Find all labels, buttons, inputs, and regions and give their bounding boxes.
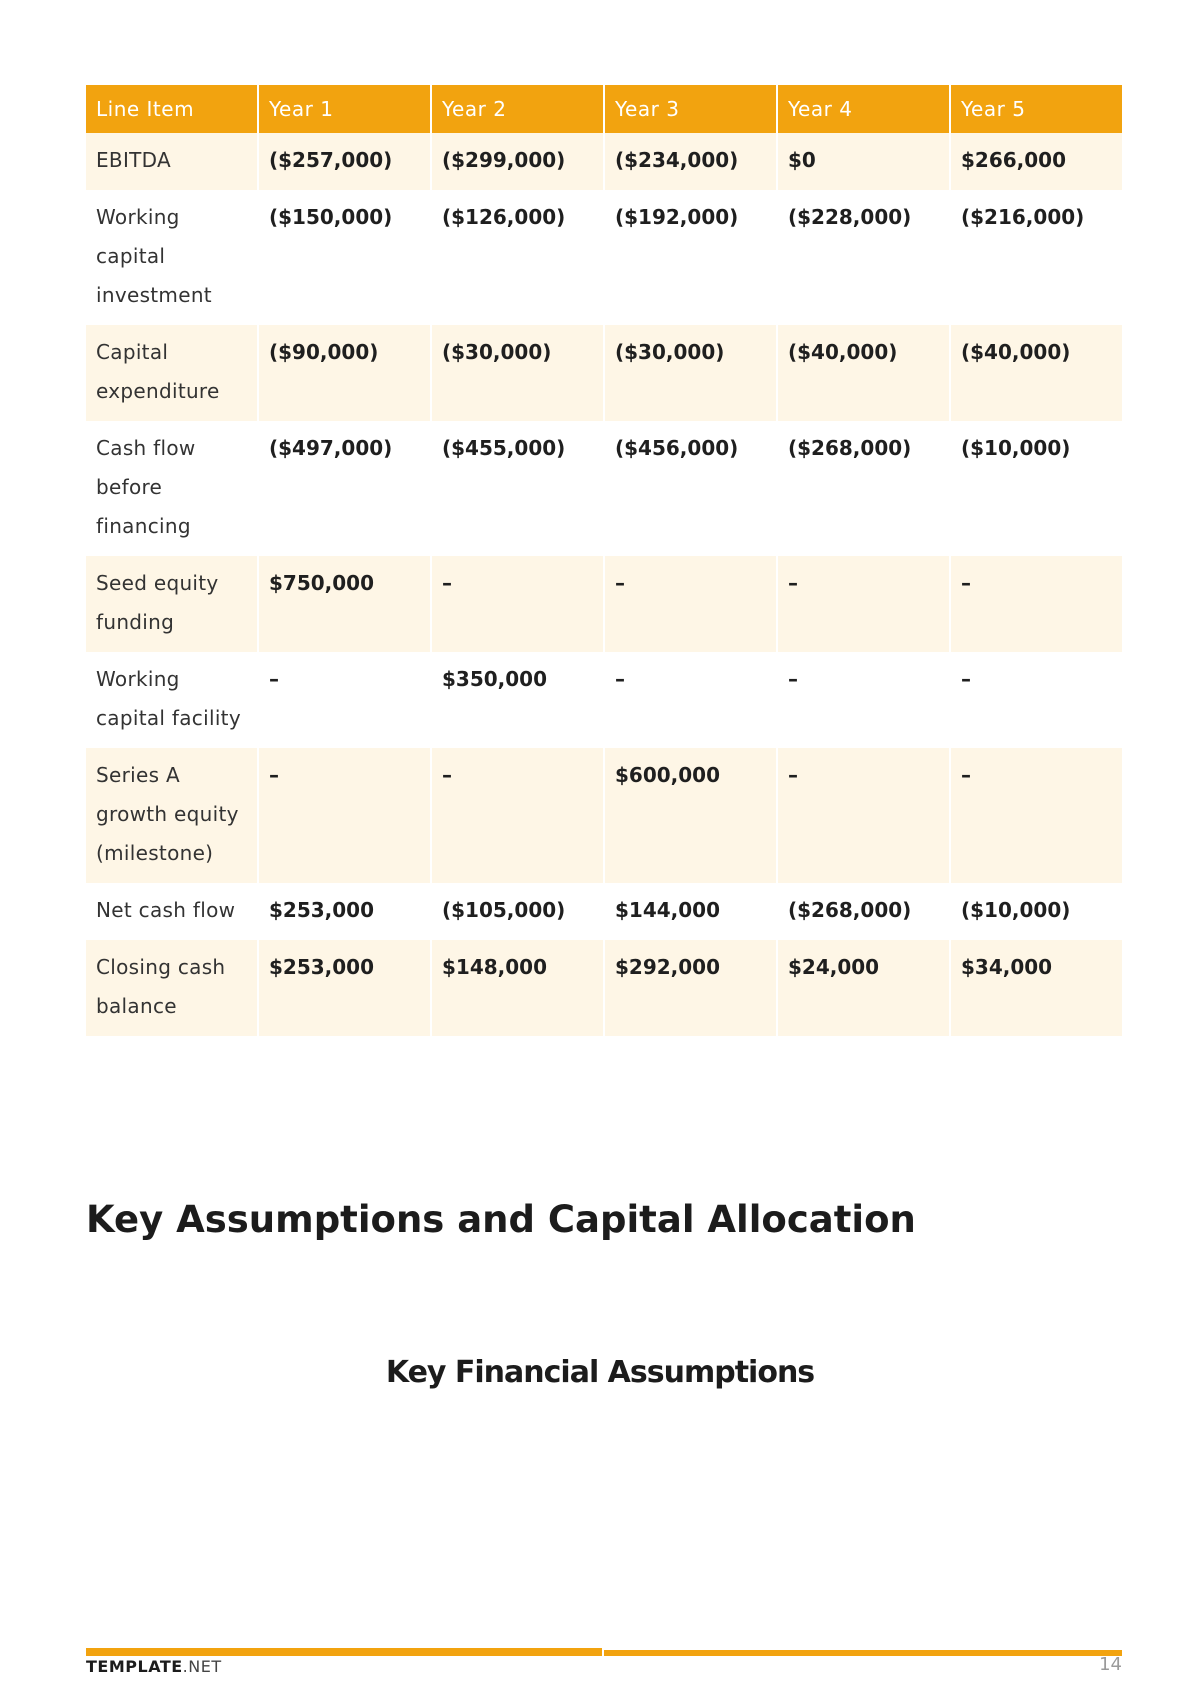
table-row [86,940,1122,1036]
cell-value: $148,000 [432,940,603,1036]
row-label: EBITDA [86,133,257,190]
brand-logo-bold: TEMPLATE [86,1657,183,1676]
header-year-2: Year 2 [432,85,603,133]
cell-value: – [605,556,776,652]
row-label: Closing cash balance [86,940,257,1036]
table-row [86,556,1122,652]
subsection-heading: Key Financial Assumptions [385,1355,815,1390]
footer-accent-bar [604,1650,1122,1656]
cell-value: $24,000 [778,940,949,1036]
cell-value: ($10,000) [951,883,1122,940]
table-row [86,133,1122,190]
brand-logo [86,1657,222,1676]
cell-value: – [605,652,776,748]
cell-value: ($257,000) [259,133,430,190]
cell-value: $350,000 [432,652,603,748]
cell-value: ($126,000) [432,190,603,325]
cell-value: $253,000 [259,940,430,1036]
cell-value: – [951,748,1122,883]
table-row [86,883,1122,940]
cell-value: ($268,000) [778,421,949,556]
cell-value: ($10,000) [951,421,1122,556]
cell-value: – [259,652,430,748]
cell-value: ($456,000) [605,421,776,556]
cell-value: ($150,000) [259,190,430,325]
cell-value: ($234,000) [605,133,776,190]
cell-value: ($216,000) [951,190,1122,325]
cell-value: ($30,000) [605,325,776,421]
table-row [86,325,1122,421]
header-year-4: Year 4 [778,85,949,133]
cell-value: ($192,000) [605,190,776,325]
table-row [86,652,1122,748]
table-header-row [86,85,1122,133]
cell-value: – [432,556,603,652]
cell-value: $34,000 [951,940,1122,1036]
table-row [86,748,1122,883]
cell-value: ($40,000) [778,325,949,421]
cash-flow-table [84,85,1124,1036]
cell-value: $0 [778,133,949,190]
cell-value: $253,000 [259,883,430,940]
cell-value: ($228,000) [778,190,949,325]
section-heading: Key Assumptions and Capital Allocation [86,1198,916,1241]
cell-value: – [259,748,430,883]
row-label: Cash flow before financing [86,421,257,556]
header-year-1: Year 1 [259,85,430,133]
cell-value: $600,000 [605,748,776,883]
cell-value: ($497,000) [259,421,430,556]
cell-value: ($90,000) [259,325,430,421]
cell-value: – [778,652,949,748]
cell-value: ($268,000) [778,883,949,940]
cell-value: ($299,000) [432,133,603,190]
row-label: Working capital investment [86,190,257,325]
footer-accent-bar [86,1648,602,1656]
header-year-3: Year 3 [605,85,776,133]
cell-value: ($30,000) [432,325,603,421]
cell-value: – [951,652,1122,748]
cell-value: – [778,748,949,883]
cell-value: $144,000 [605,883,776,940]
cell-value: – [951,556,1122,652]
brand-logo-light: .NET [182,1657,222,1676]
cell-value: $266,000 [951,133,1122,190]
row-label: Capital expenditure [86,325,257,421]
row-label: Seed equity funding [86,556,257,652]
cell-value: $750,000 [259,556,430,652]
cell-value: – [432,748,603,883]
cell-value: ($455,000) [432,421,603,556]
cell-value: – [778,556,949,652]
row-label: Net cash flow [86,883,257,940]
table-row [86,421,1122,556]
header-year-5: Year 5 [951,85,1122,133]
table-row [86,190,1122,325]
row-label: Series A growth equity (milestone) [86,748,257,883]
cell-value: ($105,000) [432,883,603,940]
header-line-item: Line Item [86,85,257,133]
cell-value: $292,000 [605,940,776,1036]
row-label: Working capital facility [86,652,257,748]
cell-value: ($40,000) [951,325,1122,421]
page-number: 14 [1099,1654,1122,1675]
